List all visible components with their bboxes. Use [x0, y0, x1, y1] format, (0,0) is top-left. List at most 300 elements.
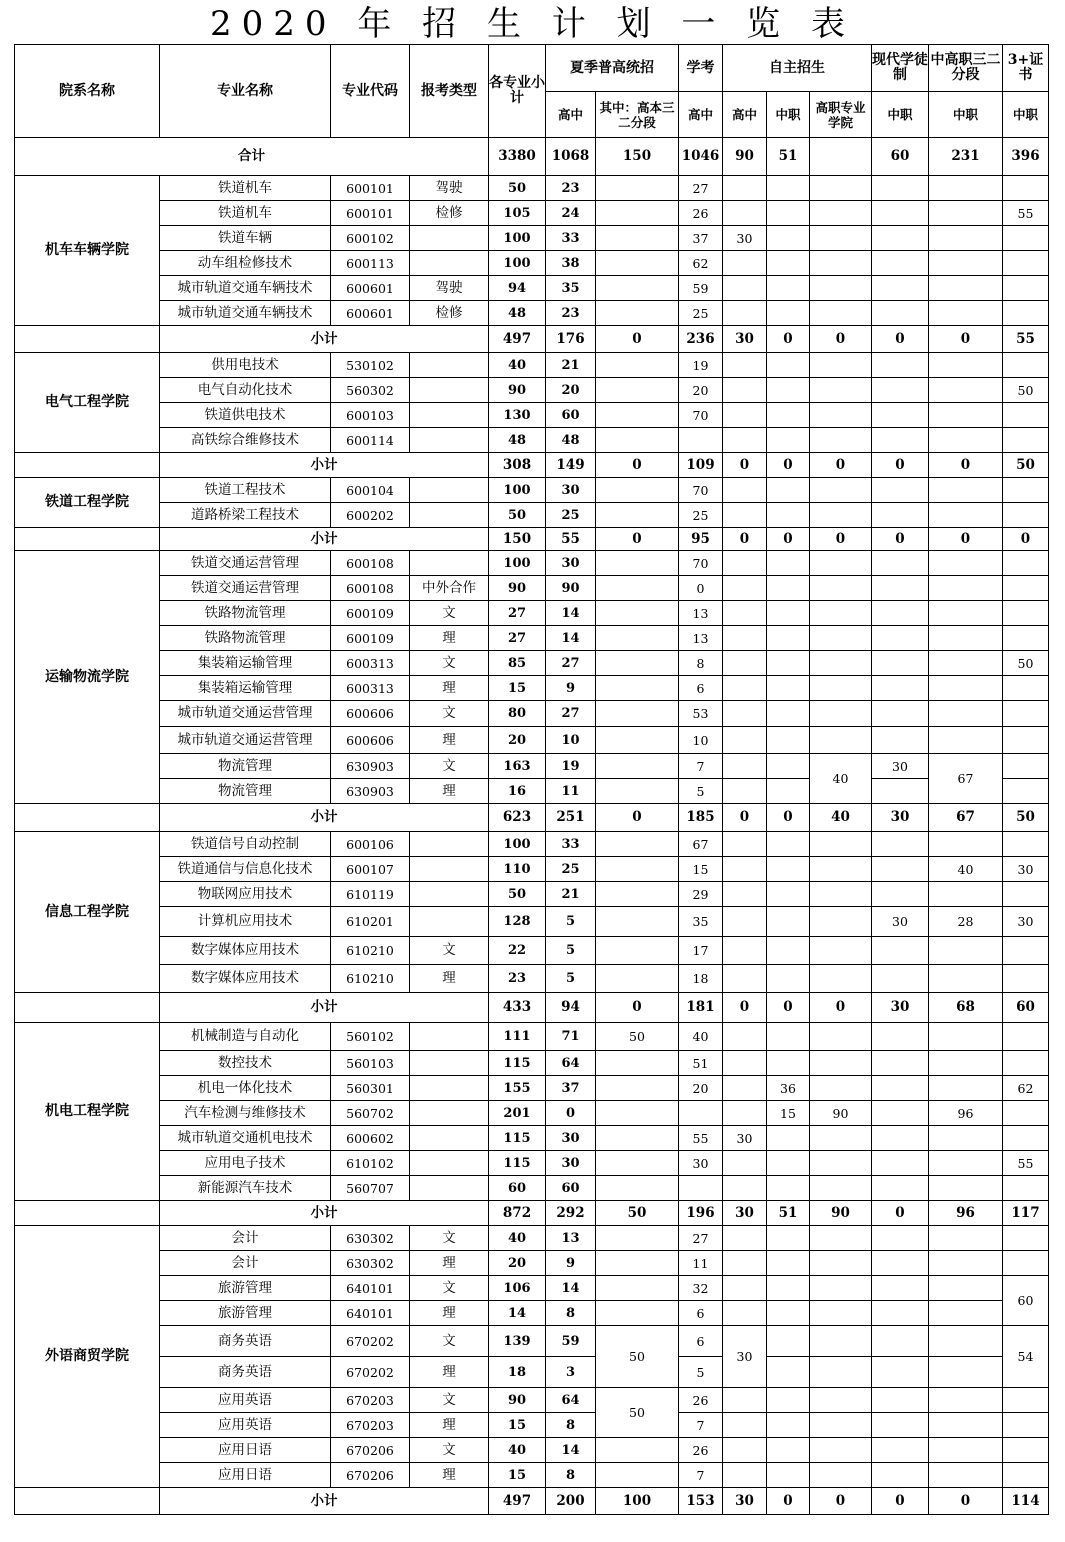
major-name: 铁道信号自动控制 [160, 832, 331, 857]
header-zizhu-hs: 高中 [723, 92, 767, 138]
value-cell [767, 226, 810, 251]
value-cell [810, 1357, 872, 1388]
value-cell [723, 701, 767, 727]
value-cell: 64 [546, 1051, 596, 1076]
exam-type: 驾驶 [410, 176, 489, 201]
value-cell [596, 301, 679, 326]
value-cell: 21 [546, 882, 596, 907]
value-cell [929, 1226, 1003, 1251]
value-cell [810, 1023, 872, 1051]
major-code: 530102 [331, 353, 410, 378]
value-cell [929, 1126, 1003, 1151]
major-name: 会计 [160, 1251, 331, 1276]
merged-cell: 67 [929, 754, 1003, 804]
value-cell: 20 [489, 727, 546, 754]
value-cell [767, 378, 810, 403]
major-code: 600104 [331, 478, 410, 503]
subtotal-cell: 0 [767, 1488, 810, 1515]
total-cell: 231 [929, 138, 1003, 176]
value-cell [810, 1463, 872, 1488]
value-cell [596, 1276, 679, 1301]
table-row [15, 503, 1049, 528]
value-cell: 50 [489, 882, 546, 907]
value-cell [723, 378, 767, 403]
major-name: 城市轨道交通车辆技术 [160, 276, 331, 301]
exam-type: 理 [410, 1413, 489, 1438]
major-name: 铁路物流管理 [160, 626, 331, 651]
subtotal-cell: 40 [810, 804, 872, 832]
merged-cell: 50 [596, 1326, 679, 1388]
major-name: 应用英语 [160, 1388, 331, 1413]
exam-type: 中外合作 [410, 576, 489, 601]
value-cell [723, 1413, 767, 1438]
subtotal-cell: 0 [872, 1201, 929, 1226]
value-cell: 27 [679, 1226, 723, 1251]
merged-cell: 40 [810, 754, 872, 804]
value-cell: 48 [546, 428, 596, 453]
value-cell: 14 [546, 601, 596, 626]
exam-type: 检修 [410, 201, 489, 226]
value-cell: 15 [679, 857, 723, 882]
value-cell [1003, 226, 1049, 251]
college-name: 机电工程学院 [15, 1023, 160, 1201]
major-code: 600602 [331, 1126, 410, 1151]
value-cell [929, 1326, 1003, 1357]
value-cell [596, 403, 679, 428]
subtotal-cell: 55 [546, 528, 596, 551]
value-cell [872, 276, 929, 301]
value-cell: 14 [546, 1438, 596, 1463]
value-cell: 8 [679, 651, 723, 676]
exam-type: 理 [410, 1251, 489, 1276]
value-cell: 67 [679, 832, 723, 857]
subtotal-cell: 60 [1003, 993, 1049, 1023]
value-cell: 3 [546, 1357, 596, 1388]
value-cell [1003, 576, 1049, 601]
major-name: 供用电技术 [160, 353, 331, 378]
value-cell [872, 1226, 929, 1251]
exam-type [410, 551, 489, 576]
value-cell [596, 626, 679, 651]
total-cell: 1068 [546, 138, 596, 176]
value-cell [1003, 882, 1049, 907]
value-cell [723, 965, 767, 993]
value-cell: 48 [489, 428, 546, 453]
value-cell: 20 [679, 1076, 723, 1101]
college-name: 运输物流学院 [15, 551, 160, 804]
subtotal-row [15, 993, 1049, 1023]
value-cell [596, 378, 679, 403]
value-cell [872, 965, 929, 993]
value-cell [723, 1276, 767, 1301]
major-code: 560301 [331, 1076, 410, 1101]
value-cell [872, 1413, 929, 1438]
value-cell: 163 [489, 754, 546, 779]
enrollment-plan-table [14, 44, 1049, 1515]
merged-cell: 60 [1003, 1276, 1049, 1326]
value-cell: 30 [546, 1151, 596, 1176]
value-cell: 85 [489, 651, 546, 676]
value-cell [596, 965, 679, 993]
major-code: 610210 [331, 965, 410, 993]
value-cell [872, 353, 929, 378]
value-cell [810, 1326, 872, 1357]
value-cell [767, 551, 810, 576]
value-cell [929, 1276, 1003, 1301]
major-name: 新能源汽车技术 [160, 1176, 331, 1201]
value-cell: 27 [489, 626, 546, 651]
value-cell: 10 [546, 727, 596, 754]
value-cell: 111 [489, 1023, 546, 1051]
exam-type: 理 [410, 676, 489, 701]
value-cell [596, 1226, 679, 1251]
value-cell [767, 1276, 810, 1301]
value-cell [596, 276, 679, 301]
value-cell [929, 428, 1003, 453]
value-cell [767, 1126, 810, 1151]
value-cell: 55 [1003, 201, 1049, 226]
table-row [15, 907, 1049, 937]
value-cell [810, 176, 872, 201]
value-cell [723, 1388, 767, 1413]
value-cell [767, 907, 810, 937]
major-code: 600108 [331, 551, 410, 576]
value-cell [767, 832, 810, 857]
value-cell [810, 1151, 872, 1176]
value-cell [810, 378, 872, 403]
major-code: 600103 [331, 403, 410, 428]
value-cell [723, 176, 767, 201]
major-code: 600313 [331, 651, 410, 676]
value-cell [723, 857, 767, 882]
major-name: 集装箱运输管理 [160, 676, 331, 701]
value-cell: 35 [546, 276, 596, 301]
value-cell [723, 676, 767, 701]
exam-type: 文 [410, 1438, 489, 1463]
subtotal-cell: 433 [489, 993, 546, 1023]
value-cell [723, 301, 767, 326]
major-name: 动车组检修技术 [160, 251, 331, 276]
major-code: 600606 [331, 727, 410, 754]
major-name: 城市轨道交通运营管理 [160, 727, 331, 754]
exam-type [410, 226, 489, 251]
major-code: 600202 [331, 503, 410, 528]
value-cell [767, 601, 810, 626]
value-cell [723, 1463, 767, 1488]
major-name: 应用日语 [160, 1463, 331, 1488]
value-cell [723, 1076, 767, 1101]
table-row [15, 1023, 1049, 1051]
value-cell: 38 [546, 251, 596, 276]
value-cell: 139 [489, 1326, 546, 1357]
value-cell: 30 [872, 907, 929, 937]
value-cell [1003, 251, 1049, 276]
exam-type [410, 353, 489, 378]
college-name: 机车车辆学院 [15, 176, 160, 326]
value-cell: 20 [489, 1251, 546, 1276]
value-cell [723, 403, 767, 428]
major-name: 旅游管理 [160, 1301, 331, 1326]
value-cell [679, 1101, 723, 1126]
value-cell [810, 727, 872, 754]
value-cell: 30 [546, 1126, 596, 1151]
total-cell [810, 138, 872, 176]
value-cell [929, 1438, 1003, 1463]
value-cell [723, 882, 767, 907]
value-cell: 94 [489, 276, 546, 301]
value-cell [872, 503, 929, 528]
value-cell [1003, 626, 1049, 651]
value-cell: 17 [679, 937, 723, 965]
subtotal-spacer [15, 326, 160, 353]
header-modern: 现代学徒制 [872, 45, 929, 92]
subtotal-cell: 0 [929, 1488, 1003, 1515]
value-cell [810, 301, 872, 326]
value-cell: 37 [546, 1076, 596, 1101]
value-cell [596, 1126, 679, 1151]
value-cell [596, 226, 679, 251]
value-cell [723, 907, 767, 937]
value-cell [1003, 1438, 1049, 1463]
value-cell [767, 201, 810, 226]
table-row [15, 226, 1049, 251]
value-cell [1003, 301, 1049, 326]
subtotal-label: 小计 [160, 528, 489, 551]
value-cell [810, 857, 872, 882]
value-cell [596, 353, 679, 378]
value-cell: 100 [489, 551, 546, 576]
value-cell [1003, 428, 1049, 453]
value-cell: 9 [546, 676, 596, 701]
value-cell [679, 1176, 723, 1201]
value-cell: 62 [679, 251, 723, 276]
value-cell: 115 [489, 1126, 546, 1151]
table-row [15, 301, 1049, 326]
subtotal-cell: 0 [767, 528, 810, 551]
major-name: 会计 [160, 1226, 331, 1251]
value-cell [1003, 779, 1049, 804]
value-cell [767, 1463, 810, 1488]
major-code: 600109 [331, 601, 410, 626]
value-cell [767, 1023, 810, 1051]
value-cell [872, 832, 929, 857]
value-cell [723, 428, 767, 453]
value-cell: 201 [489, 1101, 546, 1126]
value-cell [723, 727, 767, 754]
value-cell [596, 576, 679, 601]
value-cell [810, 1438, 872, 1463]
major-code: 600101 [331, 201, 410, 226]
major-name: 物联网应用技术 [160, 882, 331, 907]
value-cell [872, 1151, 929, 1176]
subtotal-cell: 872 [489, 1201, 546, 1226]
page-title: 2020 年 招 生 计 划 一 览 表 [210, 4, 855, 44]
value-cell [929, 965, 1003, 993]
value-cell: 23 [546, 176, 596, 201]
value-cell: 11 [546, 779, 596, 804]
value-cell [596, 857, 679, 882]
value-cell: 8 [546, 1413, 596, 1438]
major-name: 计算机应用技术 [160, 907, 331, 937]
value-cell: 26 [679, 201, 723, 226]
major-name: 机电一体化技术 [160, 1076, 331, 1101]
subtotal-cell: 114 [1003, 1488, 1049, 1515]
value-cell: 55 [1003, 1151, 1049, 1176]
subtotal-cell: 68 [929, 993, 1003, 1023]
major-code: 560702 [331, 1101, 410, 1126]
value-cell [723, 551, 767, 576]
exam-type: 理 [410, 965, 489, 993]
value-cell: 40 [929, 857, 1003, 882]
value-cell: 15 [489, 1413, 546, 1438]
value-cell: 155 [489, 1076, 546, 1101]
value-cell [596, 601, 679, 626]
subtotal-cell: 0 [596, 326, 679, 353]
exam-type [410, 378, 489, 403]
major-code: 600601 [331, 276, 410, 301]
value-cell: 24 [546, 201, 596, 226]
subtotal-cell: 0 [810, 528, 872, 551]
table-row [15, 626, 1049, 651]
subtotal-cell: 149 [546, 453, 596, 478]
table-row [15, 882, 1049, 907]
subtotal-spacer [15, 453, 160, 478]
table-row [15, 1388, 1049, 1413]
subtotal-spacer [15, 804, 160, 832]
value-cell [596, 1438, 679, 1463]
value-cell: 90 [489, 576, 546, 601]
value-cell: 115 [489, 1051, 546, 1076]
value-cell: 30 [872, 754, 929, 779]
value-cell [767, 1051, 810, 1076]
table-row [15, 651, 1049, 676]
table-row [15, 676, 1049, 701]
table-row [15, 937, 1049, 965]
value-cell: 18 [679, 965, 723, 993]
value-cell: 100 [489, 226, 546, 251]
value-cell [929, 1151, 1003, 1176]
value-cell [767, 428, 810, 453]
value-cell [810, 1051, 872, 1076]
value-cell [929, 601, 1003, 626]
value-cell [810, 503, 872, 528]
value-cell [810, 1413, 872, 1438]
value-cell [596, 832, 679, 857]
value-cell: 30 [723, 226, 767, 251]
value-cell: 25 [546, 503, 596, 528]
subtotal-spacer [15, 528, 160, 551]
value-cell [723, 832, 767, 857]
value-cell: 30 [1003, 907, 1049, 937]
value-cell [596, 1151, 679, 1176]
value-cell: 33 [546, 226, 596, 251]
value-cell [872, 1251, 929, 1276]
exam-type [410, 907, 489, 937]
exam-type [410, 1076, 489, 1101]
major-name: 铁道交通运营管理 [160, 576, 331, 601]
value-cell [679, 428, 723, 453]
subtotal-row [15, 453, 1049, 478]
value-cell [929, 727, 1003, 754]
major-code: 610201 [331, 907, 410, 937]
value-cell [872, 626, 929, 651]
value-cell [929, 226, 1003, 251]
major-code: 670203 [331, 1413, 410, 1438]
value-cell [929, 378, 1003, 403]
total-cell: 90 [723, 138, 767, 176]
value-cell [723, 1151, 767, 1176]
value-cell: 50 [1003, 651, 1049, 676]
value-cell [767, 403, 810, 428]
value-cell: 40 [489, 353, 546, 378]
value-cell: 35 [679, 907, 723, 937]
value-cell [872, 727, 929, 754]
subtotal-cell: 30 [872, 804, 929, 832]
major-code: 670202 [331, 1326, 410, 1357]
value-cell [929, 478, 1003, 503]
value-cell [767, 1176, 810, 1201]
header-code: 专业代码 [331, 45, 410, 138]
subtotal-spacer [15, 1201, 160, 1226]
value-cell [1003, 937, 1049, 965]
subtotal-cell: 623 [489, 804, 546, 832]
value-cell [872, 1176, 929, 1201]
header-zizhu: 自主招生 [723, 45, 872, 92]
table-row [15, 1226, 1049, 1251]
value-cell [767, 1438, 810, 1463]
subtotal-cell: 0 [810, 1488, 872, 1515]
value-cell [596, 882, 679, 907]
value-cell: 106 [489, 1276, 546, 1301]
value-cell [872, 857, 929, 882]
major-name: 铁道交通运营管理 [160, 551, 331, 576]
value-cell: 11 [679, 1251, 723, 1276]
value-cell: 27 [489, 601, 546, 626]
value-cell [1003, 1176, 1049, 1201]
value-cell [767, 626, 810, 651]
table-row [15, 754, 1049, 779]
major-name: 机械制造与自动化 [160, 1023, 331, 1051]
exam-type [410, 251, 489, 276]
total-cell: 3380 [489, 138, 546, 176]
table-row [15, 276, 1049, 301]
value-cell [872, 651, 929, 676]
value-cell [596, 478, 679, 503]
value-cell [810, 907, 872, 937]
value-cell [723, 276, 767, 301]
value-cell: 90 [546, 576, 596, 601]
value-cell [1003, 1023, 1049, 1051]
exam-type [410, 428, 489, 453]
value-cell [810, 1388, 872, 1413]
major-name: 城市轨道交通机电技术 [160, 1126, 331, 1151]
value-cell [767, 651, 810, 676]
major-code: 670203 [331, 1388, 410, 1413]
subtotal-row [15, 1201, 1049, 1226]
value-cell [723, 1226, 767, 1251]
major-code: 560302 [331, 378, 410, 403]
subtotal-cell: 100 [596, 1488, 679, 1515]
total-cell: 60 [872, 138, 929, 176]
value-cell: 40 [489, 1438, 546, 1463]
value-cell: 115 [489, 1151, 546, 1176]
value-cell [929, 201, 1003, 226]
subtotal-cell: 0 [810, 326, 872, 353]
subtotal-cell: 308 [489, 453, 546, 478]
value-cell: 70 [679, 551, 723, 576]
value-cell: 33 [546, 832, 596, 857]
merged-cell: 54 [1003, 1326, 1049, 1388]
